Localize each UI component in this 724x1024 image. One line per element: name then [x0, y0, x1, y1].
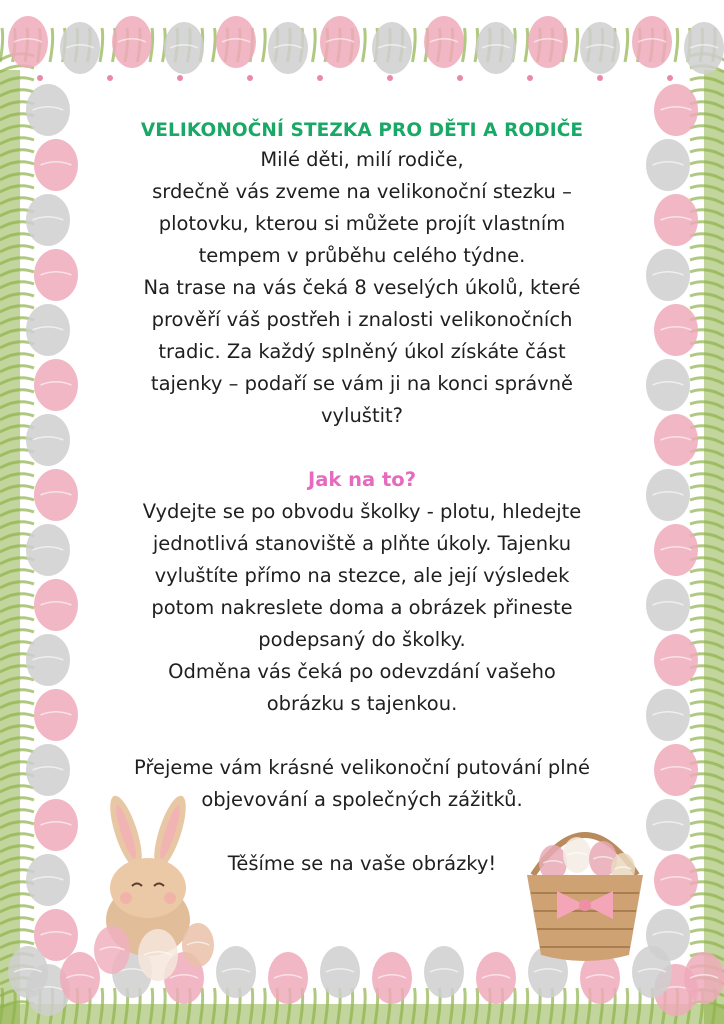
grass-blade — [263, 28, 266, 62]
wish-line: objevování a společných zážitků. — [201, 788, 523, 811]
grass-blade — [525, 28, 528, 62]
intro-line: tajenky – podaří se vám ji na konci správně — [150, 372, 574, 395]
wish-line: Přejeme vám krásné velikonoční putování plné — [133, 756, 591, 779]
grass-blade — [625, 28, 628, 62]
flower-icon — [667, 75, 673, 81]
bow-knot — [579, 899, 591, 911]
intro-line: Na trase na vás čeká 8 veselých úkolů, které — [143, 276, 581, 299]
flower-icon — [247, 75, 253, 81]
intro-line: plotovku, kterou si můžete projít vlastním — [158, 212, 566, 235]
howto-paragraph — [92, 496, 632, 720]
flower-icon — [387, 75, 393, 81]
howto-line: podepsaný do školky. — [258, 628, 466, 651]
intro-paragraph — [92, 144, 632, 432]
grass-blade — [50, 28, 53, 62]
grass-blade — [363, 28, 366, 62]
howto-line: obrázku s tajenkou. — [266, 692, 458, 715]
grass-blade — [213, 28, 216, 62]
grass-blade — [575, 28, 578, 62]
bunny-cheek — [164, 892, 176, 904]
wish-paragraph — [92, 752, 632, 816]
flower-icon — [37, 75, 43, 81]
grass-blade — [313, 28, 316, 62]
grass-blade — [413, 28, 416, 62]
howto-line: potom nakreslete doma a obrázek přineste — [151, 596, 573, 619]
flower-icon — [597, 75, 603, 81]
basket-body — [527, 875, 643, 961]
flower-icon — [177, 75, 183, 81]
flower-icon — [527, 75, 533, 81]
bunny-cheek — [120, 892, 132, 904]
howto-line: Odměna vás čeká po odevzdání vašeho — [168, 660, 556, 683]
intro-line: Milé děti, milí rodiče, — [260, 148, 464, 171]
howto-line: Vydejte se po obvodu školky - plotu, hledejte — [142, 500, 582, 523]
intro-line: vyluštit? — [320, 404, 404, 427]
flower-icon — [107, 75, 113, 81]
intro-line: srdečně vás zveme na velikonoční stezku – — [152, 180, 572, 203]
howto-line: jednotlivá stanoviště a plňte úkoly. Tajenku — [152, 532, 572, 555]
grass-blade — [0, 28, 3, 62]
grass-blade — [675, 28, 678, 62]
grass-blade — [100, 28, 103, 62]
flower-icon — [317, 75, 323, 81]
howto-line: vyluštíte přímo na stezce, ale její výsledek — [154, 564, 570, 587]
intro-line: prověří váš postřeh i znalosti velikonočních — [151, 308, 573, 331]
flower-icon — [457, 75, 463, 81]
howto-heading: Jak na to? — [307, 468, 417, 491]
closing-line: Těšíme se na vaše obrázky! — [227, 852, 497, 875]
invitation-title: VELIKONOČNÍ STEZKA PRO DĚTI A RODIČE — [140, 120, 584, 141]
intro-line: tempem v průběhu celého týdne. — [198, 244, 526, 267]
invitation-text-block — [92, 118, 632, 880]
intro-line: tradic. Za každý splněný úkol získáte část — [158, 340, 566, 363]
